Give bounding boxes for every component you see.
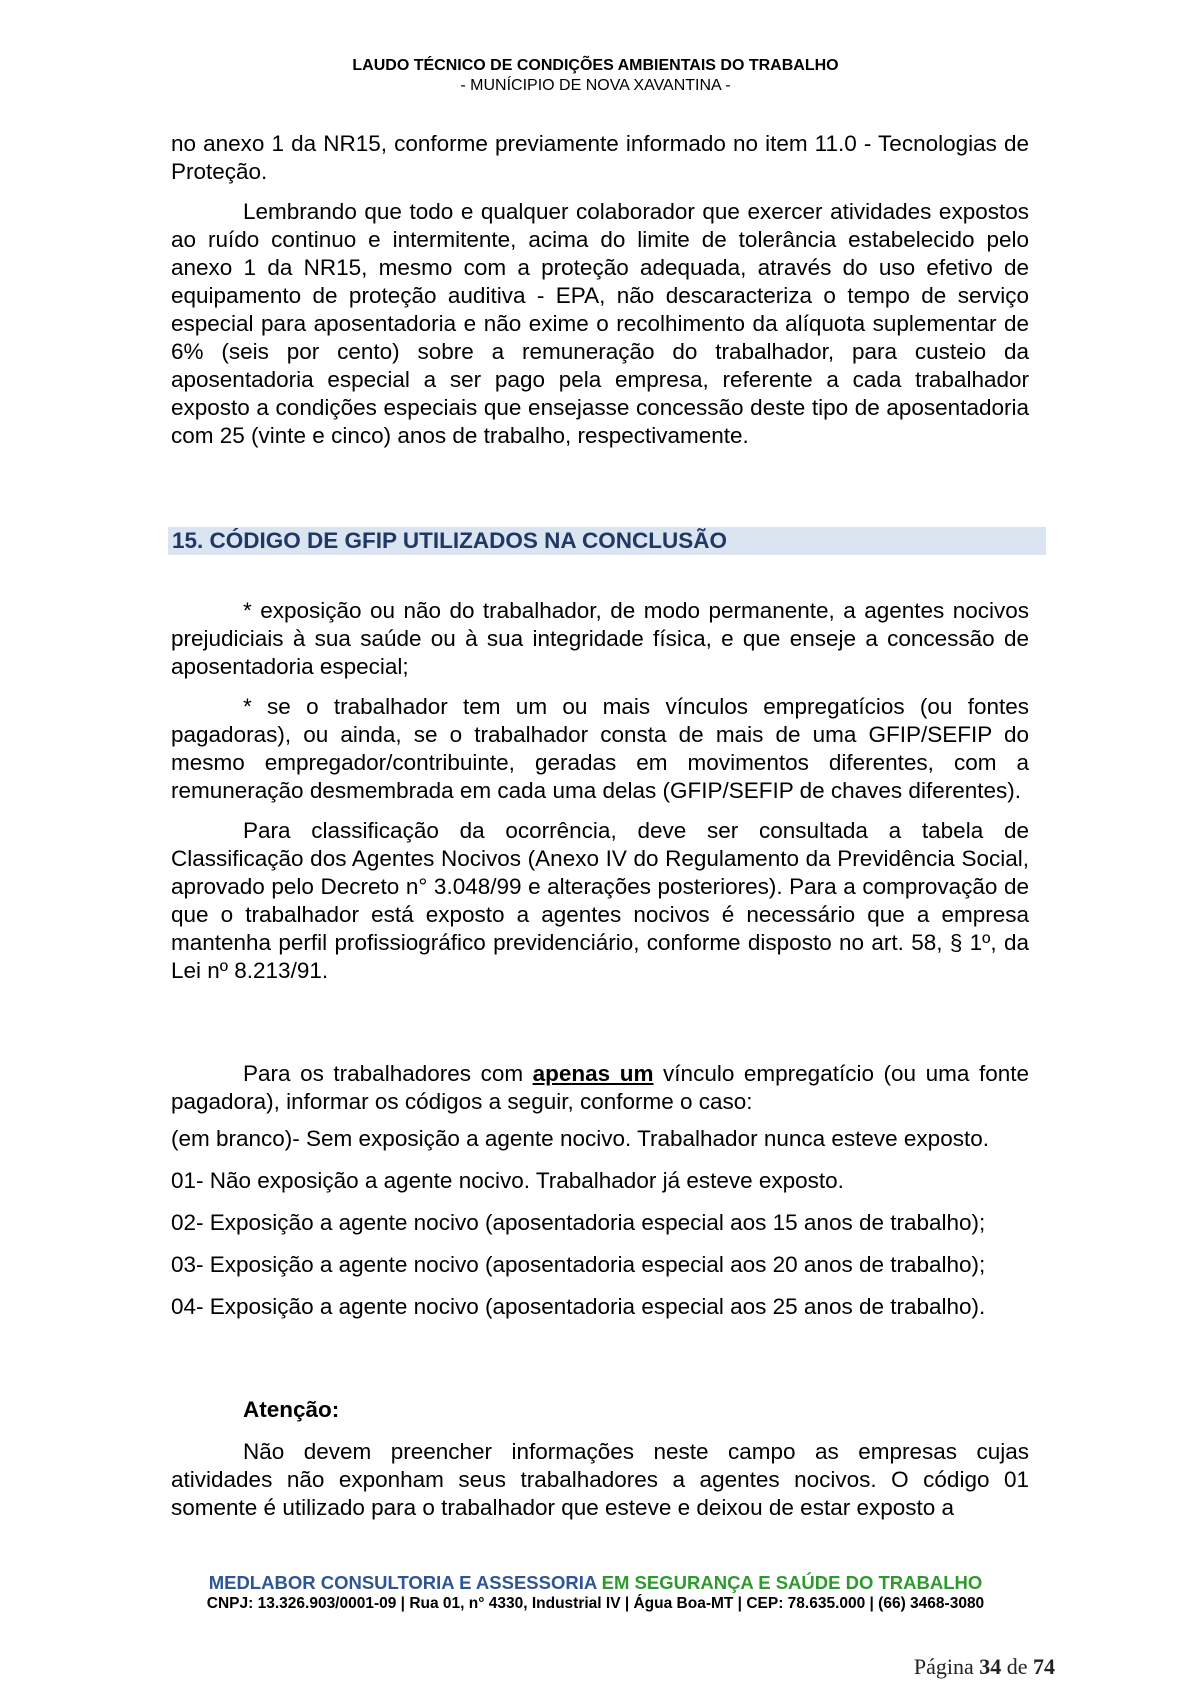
codes-intro-emphasis: apenas um — [532, 1061, 654, 1086]
section-paragraph-2: * se o trabalhador tem um ou mais vínculos empregatícios (ou fontes pagadoras), ou ainda, se o trabalhador consta de mais de uma GFIP/SEFIP do mesmo empregador/contribuinte, geradas em movimentos diferentes, com a remuneração desmembrada em cada uma delas (GFIP/SEFIP de chaves diferentes). — [171, 694, 1029, 803]
code-item-blank: (em branco)- Sem exposição a agente nocivo. Trabalhador nunca esteve exposto. — [171, 1126, 989, 1151]
code-item-02: 02- Exposição a agente nocivo (aposentadoria especial aos 15 anos de trabalho); — [171, 1210, 986, 1235]
document-subtitle: - MUNÍCIPIO DE NOVA XAVANTINA - — [460, 77, 731, 94]
codes-intro — [171, 1060, 1029, 1116]
code-item-03: 03- Exposição a agente nocivo (aposentadoria especial aos 20 anos de trabalho); — [171, 1252, 986, 1277]
section-paragraph-3: Para classificação da ocorrência, deve ser consultada a tabela de Classificação dos Agentes Nocivos (Anexo IV do Regulamento da Previdência Social, aprovado pelo Decreto n° 3.048/99 e alterações posteriores). Para a comprovação de que o trabalhador está exposto a agentes nocivos é necessário que a empresa mantenha perfil profissiográfico previdenciário, conforme disposto no art. 58, § 1º, da Lei nº 8.213/91. — [171, 818, 1029, 983]
code-item-01: 01- Não exposição a agente nocivo. Trabalhador já esteve exposto. — [171, 1168, 844, 1193]
page-footer — [0, 1572, 1191, 1614]
attention-label: Atenção: — [243, 1397, 340, 1422]
page-separator: de — [1001, 1654, 1033, 1679]
page-total: 74 — [1033, 1654, 1055, 1679]
codes-intro-after: vínculo empregatício (ou uma fonte pagadora), informar os códigos a seguir, conforme o caso: — [171, 1061, 1029, 1114]
attention-text: Não devem preencher informações neste campo as empresas cujas atividades não exponham seus trabalhadores a agentes nocivos. O código 01 somente é utilizado para o trabalhador que esteve e deixou de estar exposto a — [171, 1439, 1029, 1520]
section-paragraph-1: * exposição ou não do trabalhador, de modo permanente, a agentes nocivos prejudiciais à sua saúde ou à sua integridade física, e que enseje a concessão de aposentadoria especial; — [171, 598, 1029, 679]
page-current: 34 — [979, 1654, 1002, 1679]
footer-company — [0, 1572, 1191, 1594]
codes-block — [171, 1060, 1029, 1321]
codes-intro-before: Para os trabalhadores com — [243, 1061, 533, 1086]
footer-details: CNPJ: 13.326.903/0001-09 | Rua 01, n° 4330, Industrial IV | Água Boa-MT | CEP: 78.635.000 | (66) 3468-3080 — [206, 1595, 985, 1612]
page-number — [914, 1654, 1055, 1680]
footer-company-tagline: EM SEGURANÇA E SAÚDE DO TRABALHO — [596, 1572, 983, 1593]
page-header — [0, 56, 1191, 96]
document-title: LAUDO TÉCNICO DE CONDIÇÕES AMBIENTAIS DO TRABALHO — [352, 57, 839, 74]
intro-block — [171, 130, 1029, 450]
code-item-04: 04- Exposição a agente nocivo (aposentadoria especial aos 25 anos de trabalho). — [171, 1294, 986, 1319]
page-label: Página — [913, 1654, 980, 1679]
intro-paragraph-1: no anexo 1 da NR15, conforme previamente informado no item 11.0 - Tecnologias de Proteção. — [171, 131, 1029, 184]
attention-block — [171, 1396, 1029, 1522]
intro-paragraph-2: Lembrando que todo e qualquer colaborador que exercer atividades expostos ao ruído continuo e intermitente, acima do limite de tolerância estabelecido pelo anexo 1 da NR15, mesmo com a proteção adequada, através do uso efetivo de equipamento de proteção auditiva - EPA, não descaracteriza o tempo de serviço especial para aposentadoria e não exime o recolhimento da alíquota suplementar de 6% (seis por cento) sobre a remuneração do trabalhador, para custeio da aposentadoria especial a ser pago pela empresa, referente a cada trabalhador exposto a condições especiais que ensejasse concessão deste tipo de aposentadoria com 25 (vinte e cinco) anos de trabalho, respectivamente. — [171, 199, 1029, 448]
footer-company-name: MEDLABOR CONSULTORIA E ASSESSORIA — [208, 1572, 597, 1593]
section-heading: 15. CÓDIGO DE GFIP UTILIZADOS NA CONCLUSÃO — [168, 527, 1046, 555]
section-body — [171, 597, 1029, 985]
